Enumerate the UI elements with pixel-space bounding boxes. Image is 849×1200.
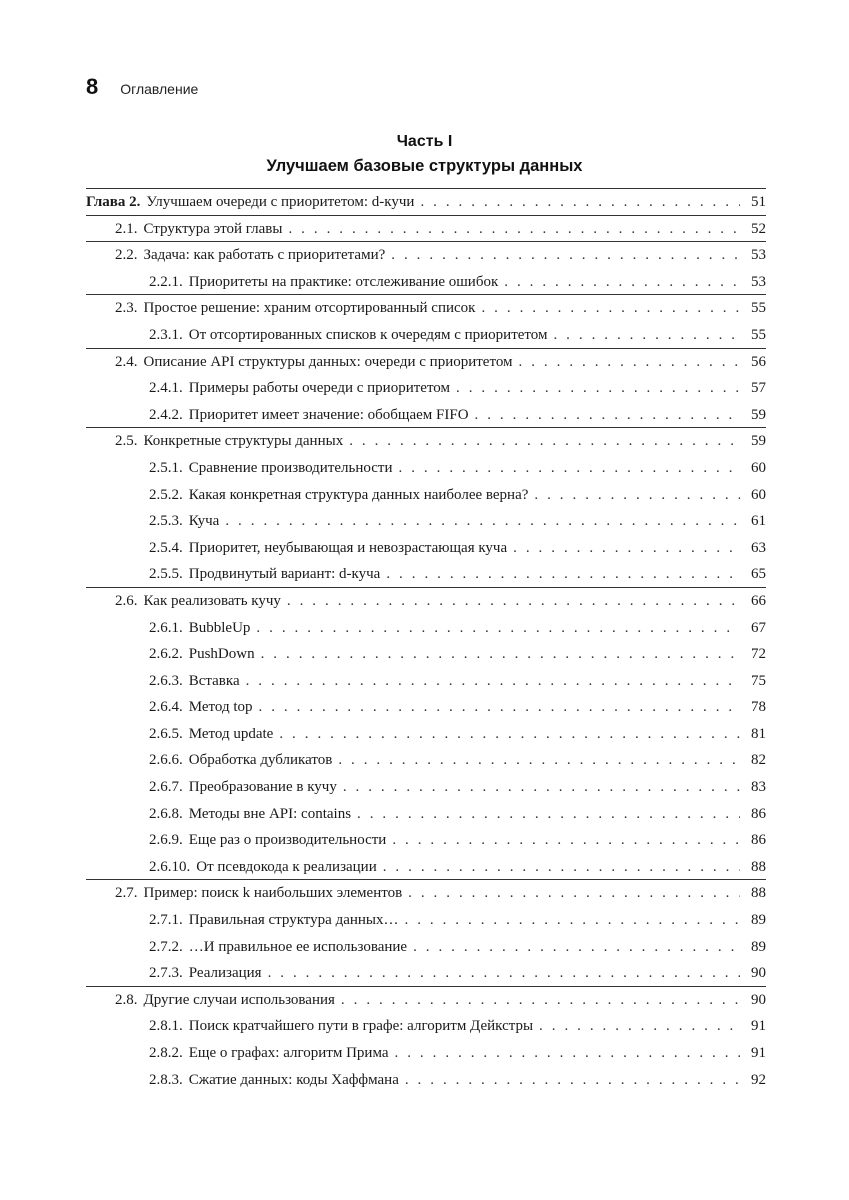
toc-page-number: 88	[751, 885, 766, 902]
dot-leader	[420, 189, 740, 216]
toc-page-number: 86	[751, 805, 766, 822]
toc-entry-title: От псевдокода к реализации	[196, 858, 377, 875]
dot-leader	[475, 402, 740, 429]
toc-entry-number: 2.6.6.	[149, 752, 183, 769]
running-head	[86, 74, 198, 100]
toc-page-number: 65	[751, 566, 766, 583]
toc-page-number: 55	[751, 300, 766, 317]
toc-entry-number: 2.5.4.	[149, 539, 183, 556]
toc-page-number: 91	[751, 1045, 766, 1061]
toc-entry-number: 2.5.5.	[149, 566, 183, 583]
toc-entry[interactable]	[86, 482, 766, 509]
dot-leader	[386, 561, 740, 588]
dot-leader	[225, 508, 740, 535]
toc-page-number: 92	[751, 1071, 766, 1088]
toc-entry-number: 2.6.8.	[149, 805, 183, 822]
toc-entry[interactable]	[86, 641, 766, 668]
toc-entry-number: 2.8.3.	[149, 1071, 183, 1088]
dot-leader	[279, 721, 740, 748]
dot-leader	[504, 269, 740, 296]
toc-entry-number: 2.6.9.	[149, 832, 183, 849]
toc-entry-title: Как реализовать кучу	[143, 592, 281, 609]
toc-entry[interactable]	[86, 1040, 766, 1067]
toc-entry-title: Приоритет имеет значение: обобщаем FIFO	[188, 406, 469, 423]
toc-entry-number: 2.6.5.	[149, 725, 183, 742]
toc-entry-number: 2.5.	[115, 433, 138, 450]
toc-entry[interactable]	[86, 588, 766, 615]
toc-entry-title: Продвинутый вариант: d-куча	[188, 566, 381, 583]
toc-entry-number: 2.8.1.	[149, 1018, 183, 1035]
toc-entry[interactable]	[86, 322, 766, 349]
dot-leader	[256, 615, 740, 642]
dot-leader	[287, 588, 740, 615]
toc-entry[interactable]	[86, 987, 766, 1014]
toc-entry-title: Метод update	[188, 725, 274, 742]
toc-page-number: 91	[751, 1018, 766, 1035]
toc-page-number: 63	[751, 539, 766, 556]
toc-entry-number: 2.7.2.	[149, 938, 183, 955]
dot-leader	[261, 641, 740, 668]
toc-entry-title: Еще раз о производительности	[188, 832, 387, 849]
toc-page-number: 59	[751, 433, 766, 450]
toc-page-number: 82	[751, 752, 766, 769]
toc-entry-number: 2.7.3.	[149, 965, 183, 982]
toc-entry[interactable]	[86, 668, 766, 695]
toc-entry[interactable]	[86, 934, 766, 961]
dot-leader	[338, 747, 740, 774]
toc-entry[interactable]	[86, 402, 766, 429]
toc-entry-title: Структура этой главы	[143, 220, 283, 237]
toc-entry-title: Еще о графах: алгоритм Прима	[188, 1045, 389, 1061]
dot-leader	[534, 482, 740, 509]
toc-entry-title: PushDown	[188, 646, 255, 663]
dot-leader	[349, 428, 740, 455]
toc-page-number: 89	[751, 912, 766, 929]
toc-entry-number: 2.3.	[115, 300, 138, 317]
toc-entry[interactable]	[86, 189, 766, 216]
part-label: Часть I	[396, 133, 453, 150]
toc-page-number: 89	[751, 938, 766, 955]
toc-page-number: 66	[751, 592, 766, 609]
toc-entry-title: Пример: поиск k наибольших элементов	[143, 885, 403, 902]
toc-page-number: 56	[751, 353, 766, 370]
toc-entry-title: Простое решение: храним отсортированный список	[143, 300, 476, 317]
toc-entry[interactable]	[86, 375, 766, 402]
toc-entry-title: …И правильное ее использование	[188, 938, 408, 955]
toc-page-number: 86	[751, 832, 766, 849]
toc-entry[interactable]	[86, 428, 766, 455]
toc-page-number: 78	[751, 699, 766, 716]
toc-page-number: 53	[751, 247, 766, 264]
toc-entry-title: Задача: как работать с приоритетами?	[143, 247, 386, 264]
dot-leader	[405, 1067, 740, 1094]
dot-leader	[553, 322, 740, 349]
toc-entry[interactable]	[86, 242, 766, 269]
toc-chapter-label: Глава 2.	[86, 194, 141, 210]
dot-leader	[383, 854, 740, 881]
toc-page-number: 51	[751, 194, 766, 210]
toc-page-number: 60	[751, 459, 766, 476]
toc-entry[interactable]	[86, 349, 766, 376]
toc-entry-number: 2.4.	[115, 353, 138, 370]
toc-page-number: 52	[751, 220, 766, 237]
toc-entry-title: Правильная структура данных…	[188, 912, 399, 929]
toc-page-number: 81	[751, 725, 766, 742]
toc-entry-title: Обработка дубликатов	[188, 752, 333, 769]
toc-entry-number: 2.4.1.	[149, 380, 183, 397]
toc-entry[interactable]	[86, 295, 766, 322]
toc-entry-number: 2.7.1.	[149, 912, 183, 929]
toc-entry-title: Сравнение производительности	[188, 459, 393, 476]
toc-entry-title: От отсортированных списков к очередям с приоритетом	[188, 326, 548, 343]
running-title: Оглавление	[120, 81, 199, 97]
toc-page-number: 67	[751, 619, 766, 636]
toc-entry[interactable]	[86, 747, 766, 774]
toc-entry[interactable]	[86, 1067, 766, 1094]
dot-leader	[357, 801, 740, 828]
dot-leader	[246, 668, 740, 695]
toc-entry[interactable]	[86, 854, 766, 881]
toc-entry-number: 2.3.1.	[149, 326, 183, 343]
dot-leader	[513, 535, 740, 562]
toc-page-number: 53	[751, 273, 766, 290]
dot-leader	[481, 295, 740, 322]
toc-entry-number: 2.6.	[115, 592, 138, 609]
toc-entry-title: Приоритеты на практике: отслеживание ошибок	[188, 273, 499, 290]
toc-entry-number: 2.6.7.	[149, 779, 183, 796]
dot-leader	[395, 1040, 740, 1067]
dot-leader	[408, 880, 740, 907]
toc-entry-number: 2.6.1.	[149, 619, 183, 636]
toc-page-number: 72	[751, 646, 766, 663]
toc-entry-title: Методы вне API: contains	[188, 805, 352, 822]
toc-entry-title: Описание API структуры данных: очереди с приоритетом	[143, 353, 513, 370]
toc-entry-title: Реализация	[188, 965, 262, 982]
dot-leader	[456, 375, 740, 402]
toc-entry[interactable]	[86, 907, 766, 934]
toc-entry[interactable]	[86, 880, 766, 907]
toc-entry[interactable]	[86, 269, 766, 296]
toc-entry-title: Конкретные структуры данных	[143, 433, 344, 450]
toc-entry[interactable]	[86, 1013, 766, 1040]
toc-entry[interactable]	[86, 535, 766, 562]
toc-entry-number: 2.5.2.	[149, 486, 183, 503]
toc-entry-title: Сжатие данных: коды Хаффмана	[188, 1071, 399, 1088]
toc-page-number: 55	[751, 326, 766, 343]
toc-entry[interactable]	[86, 774, 766, 801]
toc-entry-title: Другие случаи использования	[143, 991, 335, 1008]
toc-entry-title: Метод top	[188, 699, 253, 716]
dot-leader	[405, 907, 741, 934]
dot-leader	[341, 987, 740, 1014]
toc-entry-title: Преобразование в кучу	[188, 779, 337, 796]
dot-leader	[343, 774, 740, 801]
dot-leader	[519, 349, 740, 376]
dot-leader	[539, 1013, 740, 1040]
table-of-contents	[86, 189, 766, 1093]
dot-leader	[399, 455, 740, 482]
dot-leader	[288, 216, 740, 243]
toc-entry-number: 2.8.2.	[149, 1045, 183, 1061]
toc-page-number: 90	[751, 965, 766, 982]
toc-entry-number: 2.6.3.	[149, 672, 183, 689]
toc-entry-number: 2.7.	[115, 885, 138, 902]
toc-page-number: 60	[751, 486, 766, 503]
dot-leader	[391, 242, 740, 269]
toc-entry[interactable]	[86, 721, 766, 748]
toc-entry-title: Какая конкретная структура данных наиболее верна?	[188, 486, 529, 503]
toc-entry[interactable]	[86, 801, 766, 828]
toc-entry-title: Примеры работы очереди с приоритетом	[188, 380, 451, 397]
page-number: 8	[86, 74, 99, 99]
dot-leader	[268, 960, 740, 987]
toc-entry[interactable]	[86, 561, 766, 588]
toc-entry-number: 2.5.1.	[149, 459, 183, 476]
toc-entry-number: 2.6.2.	[149, 646, 183, 663]
toc-entry[interactable]	[86, 694, 766, 721]
toc-entry-title: Улучшаем очереди с приоритетом: d-кучи	[146, 194, 415, 210]
toc-entry-title: Приоритет, неубывающая и невозрастающая куча	[188, 539, 508, 556]
dot-leader	[259, 694, 740, 721]
toc-entry[interactable]	[86, 508, 766, 535]
toc-page-number: 61	[751, 513, 766, 530]
toc-entry-number: 2.1.	[115, 220, 138, 237]
toc-entry[interactable]	[86, 960, 766, 987]
toc-entry-number: 2.8.	[115, 991, 138, 1008]
toc-entry-number: 2.2.	[115, 247, 138, 264]
toc-entry-number: 2.5.3.	[149, 513, 183, 530]
dot-leader	[413, 934, 740, 961]
toc-entry-number: 2.2.1.	[149, 273, 183, 290]
toc-entry[interactable]	[86, 216, 766, 243]
dot-leader	[392, 827, 740, 854]
part-title: Улучшаем базовые структуры данных	[266, 157, 583, 175]
toc-page-number: 59	[751, 406, 766, 423]
toc-entry-title: Вставка	[188, 672, 240, 689]
toc-entry-number: 2.4.2.	[149, 406, 183, 423]
toc-page-number: 90	[751, 991, 766, 1008]
toc-entry-title: Куча	[188, 513, 220, 530]
toc-entry-title: BubbleUp	[188, 619, 251, 636]
toc-entry-number: 2.6.10.	[149, 858, 191, 875]
toc-entry-number: 2.6.4.	[149, 699, 183, 716]
toc-entry-title: Поиск кратчайшего пути в графе: алгоритм Дейкстры	[188, 1018, 534, 1035]
toc-page-number: 88	[751, 858, 766, 875]
toc-entry[interactable]	[86, 615, 766, 642]
toc-entry[interactable]	[86, 827, 766, 854]
toc-page-number: 75	[751, 672, 766, 689]
toc-page-number: 57	[751, 380, 766, 397]
toc-page-number: 83	[751, 779, 766, 796]
toc-entry[interactable]	[86, 455, 766, 482]
